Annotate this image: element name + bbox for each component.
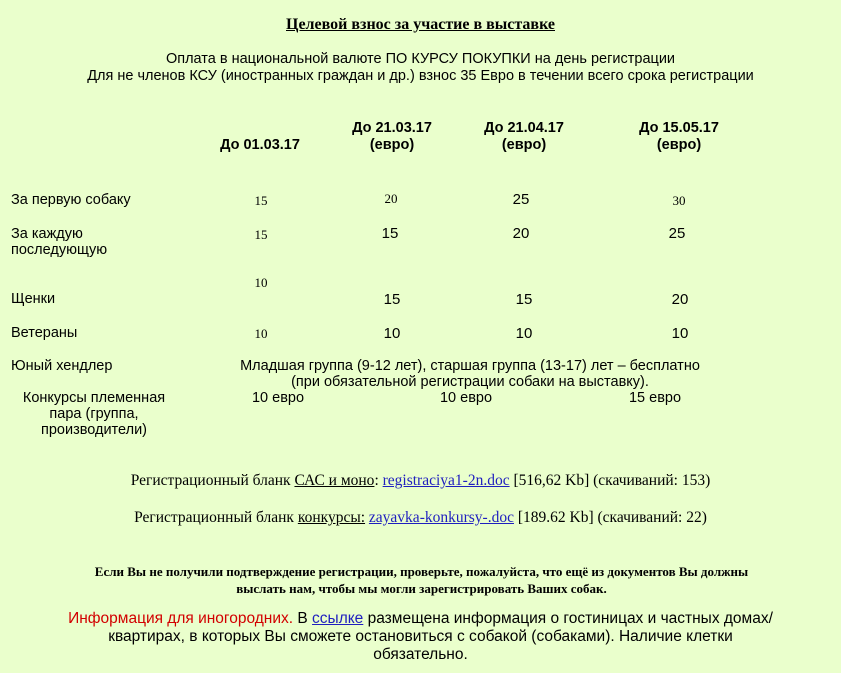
col-header-3-unit: (евро)	[501, 137, 547, 153]
row-label-each-next-l2: последующую	[11, 242, 108, 258]
row-label-first-dog: За первую собаку	[11, 192, 131, 208]
cell-puppies-4: 20	[671, 291, 689, 308]
download-contests-label: конкурсы:	[297, 509, 366, 526]
download-cac-prefix: Регистрационный бланк	[130, 472, 295, 489]
download-row-contests	[0, 509, 841, 527]
col-header-3	[459, 120, 589, 154]
subtitle-currency: Оплата в национальной валюте ПО КУРСУ ПОКУПКИ на день регистрации	[165, 51, 676, 67]
cell-veterans-3: 10	[515, 325, 533, 342]
row-label-contests-l1: Конкурсы племенная	[22, 390, 166, 406]
cell-veterans-1: 10	[254, 326, 268, 341]
row-label-puppies: Щенки	[11, 291, 56, 307]
cell-veterans-4: 10	[671, 325, 689, 342]
cell-first-dog-1: 15	[254, 193, 268, 208]
junior-handler-text	[190, 358, 750, 390]
info-after-link: размещена информация о гостиницах и частных домах/	[363, 610, 773, 627]
registration-note	[14, 563, 829, 597]
cell-veterans-2: 10	[383, 325, 401, 342]
cell-puppies-1: 10	[254, 275, 268, 290]
download-cac-label: САС и моно	[294, 472, 375, 489]
col-header-4-date: До 15.05.17	[639, 120, 719, 136]
row-label-junior-handler: Юный хендлер	[11, 358, 113, 374]
row-label-veterans: Ветераны	[11, 325, 78, 341]
col-header-3-date: До 21.04.17	[484, 120, 564, 136]
info-block	[8, 610, 833, 664]
cell-puppies-3: 15	[515, 291, 533, 308]
info-line-3: обязательно.	[373, 646, 468, 663]
cell-contests-2: 10 евро	[439, 390, 493, 406]
row-label-each-next-l1: За каждую	[11, 226, 83, 242]
subtitle-non-members: Для не членов КСУ (иностранных граждан и др.) взнос 35 Евро в течении всего срока регистрации	[87, 68, 754, 84]
download-row-cac	[0, 472, 841, 490]
info-line-2: квартирах, в которых Вы сможете остановиться с собакой (собаками). Наличие клетки	[108, 628, 733, 645]
row-label-contests	[8, 390, 180, 438]
download-cac-meta: [516,62 Kb] (скачиваний: 153)	[509, 472, 711, 489]
registration-note-l2: выслать нам, чтобы мы могли зарегистрировать Ваших собак.	[236, 581, 607, 596]
info-link[interactable]: ссылке	[312, 610, 364, 627]
cell-each-next-3: 20	[512, 225, 530, 242]
page-title: Целевой взнос за участие в выставке	[286, 16, 555, 33]
info-line-1	[8, 610, 833, 628]
col-header-2-unit: (евро)	[369, 137, 415, 153]
col-header-4	[614, 120, 744, 154]
junior-handler-text-l2: (при обязательной регистрации собаки на выставку).	[291, 374, 649, 390]
cell-each-next-1: 15	[254, 227, 268, 242]
col-header-1	[195, 137, 325, 154]
download-contests-prefix: Регистрационный бланк	[134, 509, 298, 526]
info-heading: Информация для иногородних.	[68, 610, 294, 627]
cell-puppies-2: 15	[383, 291, 401, 308]
cell-first-dog-2: 20	[384, 191, 398, 206]
cell-first-dog-3: 25	[512, 191, 530, 208]
cell-contests-3: 15 евро	[628, 390, 682, 406]
cell-each-next-4: 25	[668, 225, 686, 242]
col-header-1-date: До 01.03.17	[220, 137, 300, 153]
cell-first-dog-4: 30	[672, 193, 686, 208]
cell-contests-1: 10 евро	[251, 390, 305, 406]
col-header-2-date: До 21.03.17	[352, 120, 432, 136]
row-label-contests-l3: производители)	[40, 422, 148, 438]
col-header-2	[327, 120, 457, 154]
col-header-4-unit: (евро)	[656, 137, 702, 153]
download-cac-link[interactable]: registraciya1-2n.doc	[382, 472, 510, 489]
download-contests-link[interactable]: zayavka-konkursy-.doc	[368, 509, 514, 526]
row-label-each-next	[11, 226, 107, 258]
registration-note-l1: Если Вы не получили подтверждение регистрации, проверьте, пожалуйста, что ещё из документов Вы должны	[94, 564, 749, 579]
download-contests-meta: [189.62 Kb] (скачиваний: 22)	[513, 509, 707, 526]
row-label-contests-l2: пара (группа,	[49, 406, 139, 422]
cell-each-next-2: 15	[381, 225, 399, 242]
junior-handler-text-l1: Младшая группа (9-12 лет), старшая группа (13-17) лет – бесплатно	[240, 358, 700, 374]
info-before-link: В	[293, 610, 313, 627]
download-cac-sep: :	[374, 472, 383, 489]
